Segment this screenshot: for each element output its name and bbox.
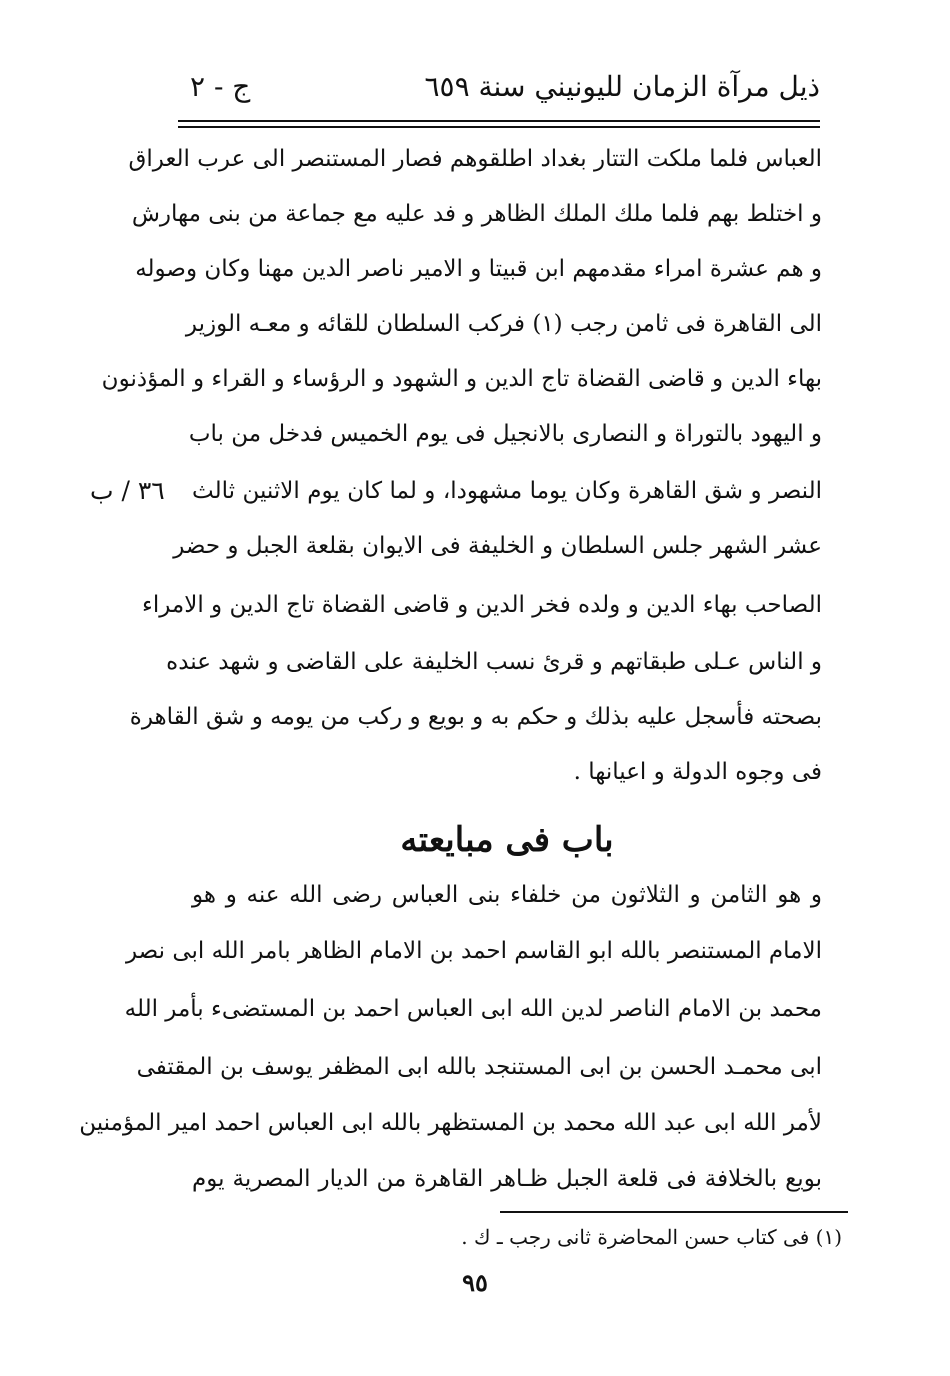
footnote: (١) فى كتاب حسن المحاضرة ثانى رجب ـ ك . <box>461 1225 842 1249</box>
text-line: العباس فلما ملكت التتار بغداد اطلقوهم فصار المستنصر الى عرب العراق <box>128 146 822 172</box>
text-line: الى القاهرة فى ثامن رجب (١) فركب السلطان للقائه و معـه الوزير <box>185 311 822 337</box>
text-line: و هم عشرة امراء مقدمهم ابن قبيتا و الامير ناصر الدين مهنا وكان وصوله <box>135 256 822 282</box>
text-line: عشر الشهر جلس السلطان و الخليفة فى الايوان بقلعة الجبل و حضر <box>173 533 822 559</box>
text-line: و اليهود بالتوراة و النصارى بالانجيل فى يوم الخميس فدخل من باب <box>188 421 822 447</box>
text-line: ابى محمـد الحسن بن ابى المستنجد بالله ابى المظفر يوسف بن المقتفى <box>136 1054 822 1080</box>
text-line: و الناس عـلى طبقاتهم و قرئ نسب الخليفة على القاضى و شهد عنده <box>166 649 822 675</box>
text-line: لأمر الله ابى عبد الله محمد بن المستظهر بالله ابى العباس احمد امير المؤمنين <box>79 1110 822 1136</box>
header-rule-bottom <box>178 126 820 128</box>
text-line: فى وجوه الدولة و اعيانها . <box>573 759 822 785</box>
text-line: بهاء الدين و قاضى القضاة تاج الدين و الشهود و الرؤساء و القراء و المؤذنون <box>101 366 822 392</box>
text-line: بصحته فأسجل عليه بذلك و حكم به و بويع و ركب من يومه و شق القاهرة <box>129 704 822 730</box>
section-heading: باب فى مبايعته <box>400 820 614 860</box>
text-line: بويع بالخلافة فى قلعة الجبل ظـاهر القاهرة من الديار المصرية يوم <box>192 1166 822 1192</box>
text-line: محمد بن الامام الناصر لدين الله ابى العباس احمد بن المستضىء بأمر الله <box>124 996 822 1022</box>
margin-folio-note: ٣٦ / ب <box>90 476 165 505</box>
text-line: الصاحب بهاء الدين و ولده فخر الدين و قاضى القضاة تاج الدين و الامراء <box>142 592 822 618</box>
header-rule-top <box>178 120 820 122</box>
footnote-rule <box>500 1211 848 1213</box>
text-line: و اختلط بهم فلما ملك الملك الظاهر و فد عليه مع جماعة من بنى مهارش <box>131 201 822 227</box>
text-line: الامام المستنصر بالله ابو القاسم احمد بن الامام الظاهر بامر الله ابى نصر <box>125 938 822 964</box>
header-title: ذيل مرآة الزمان لليونيني سنة ٦٥٩ <box>424 70 820 103</box>
running-header <box>180 70 820 114</box>
text-line: النصر و شق القاهرة وكان يوما مشهودا، و لما كان يوم الاثنين ثالث <box>192 478 822 504</box>
page-number: ٩٥ <box>462 1268 488 1297</box>
header-volume: ج - ٢ <box>190 70 251 103</box>
text-line: و هو الثامن و الثلاثون من خلفاء بنى العباس رضى الله عنه و هو <box>192 882 822 908</box>
